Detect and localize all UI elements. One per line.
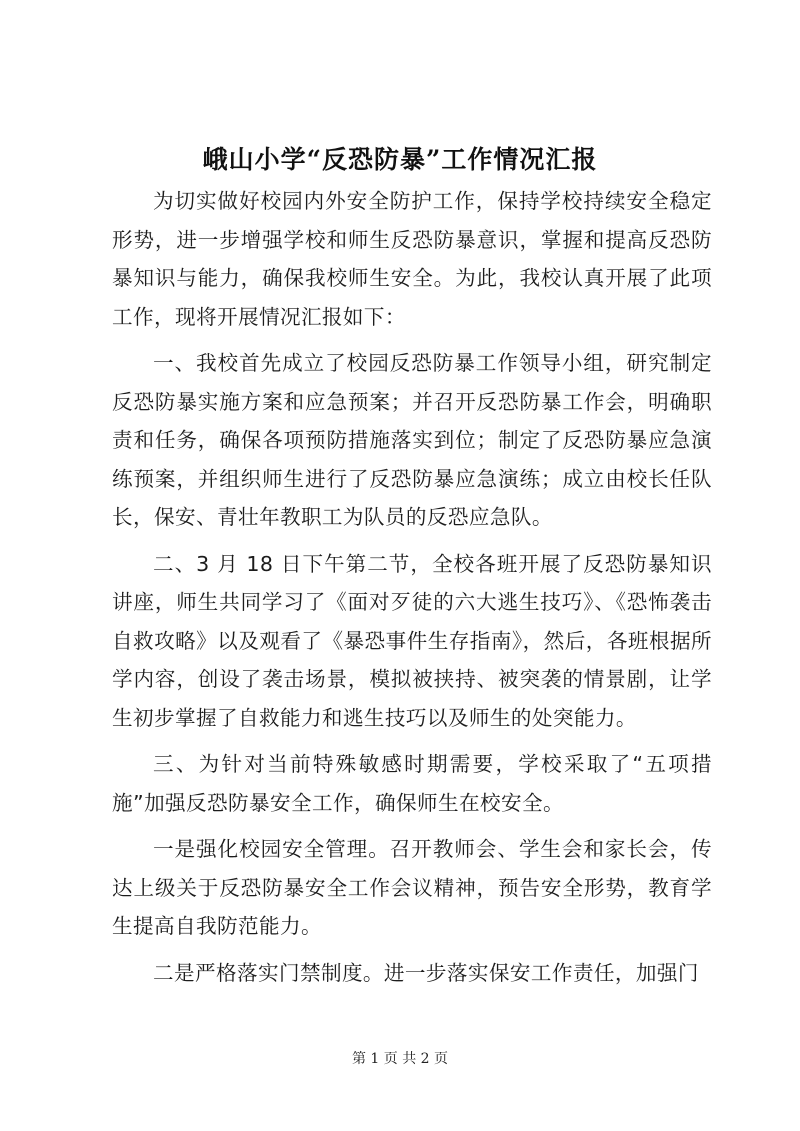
document-title: 峨山小学“反恐防暴”工作情况汇报 — [202, 145, 598, 174]
paragraph-intro: 为切实做好校园内外安全防护工作，保持学校持续安全稳定形势，进一步增强学校和师生反恐防暴意识，掌握和提高反恐防暴知识与能力，确保我校师生安全。为此，我校认真开展了此项工作，现将开展情况汇报如下： — [112, 189, 712, 329]
paragraph-measure-2: 二是严格落实门禁制度。进一步落实保安工作责任，加强门 — [153, 960, 699, 985]
document-body — [112, 182, 712, 1000]
paragraph-section-3: 三、为针对当前特殊敏感时期需要，学校采取了“五项措施”加强反恐防暴安全工作，确保师生在校安全。 — [112, 752, 712, 815]
paragraph-section-1: 一、我校首先成立了校园反恐防暴工作领导小组，研究制定反恐防暴实施方案和应急预案；并召开反恐防暴工作会，明确职责和任务，确保各项预防措施落实到位；制定了反恐防暴应急演练预案，并组织师生进行了反恐防暴应急演练；成立由校长任队长，保安、青壮年教职工为队员的反恐应急队。 — [112, 351, 712, 529]
paragraph-measure-1: 一是强化校园安全管理。召开教师会、学生会和家长会，传达上级关于反恐防暴安全工作会议精神，预告安全形势，教育学生提高自我防范能力。 — [112, 837, 712, 938]
paragraph-section-2: 二、3 月 18 日下午第二节，全校各班开展了反恐防暴知识讲座，师生共同学习了《面对歹徒的六大逃生技巧》、《恐怖袭击自救攻略》以及观看了《暴恐事件生存指南》，然后，各班根据所学内容，创设了袭击场景，模拟被挟持、被突袭的情景剧，让学生初步掌握了自救能力和逃生技巧以及师生的处突能力。 — [112, 551, 712, 730]
page-footer: 第 1 页 共 2 页 — [351, 1051, 449, 1067]
